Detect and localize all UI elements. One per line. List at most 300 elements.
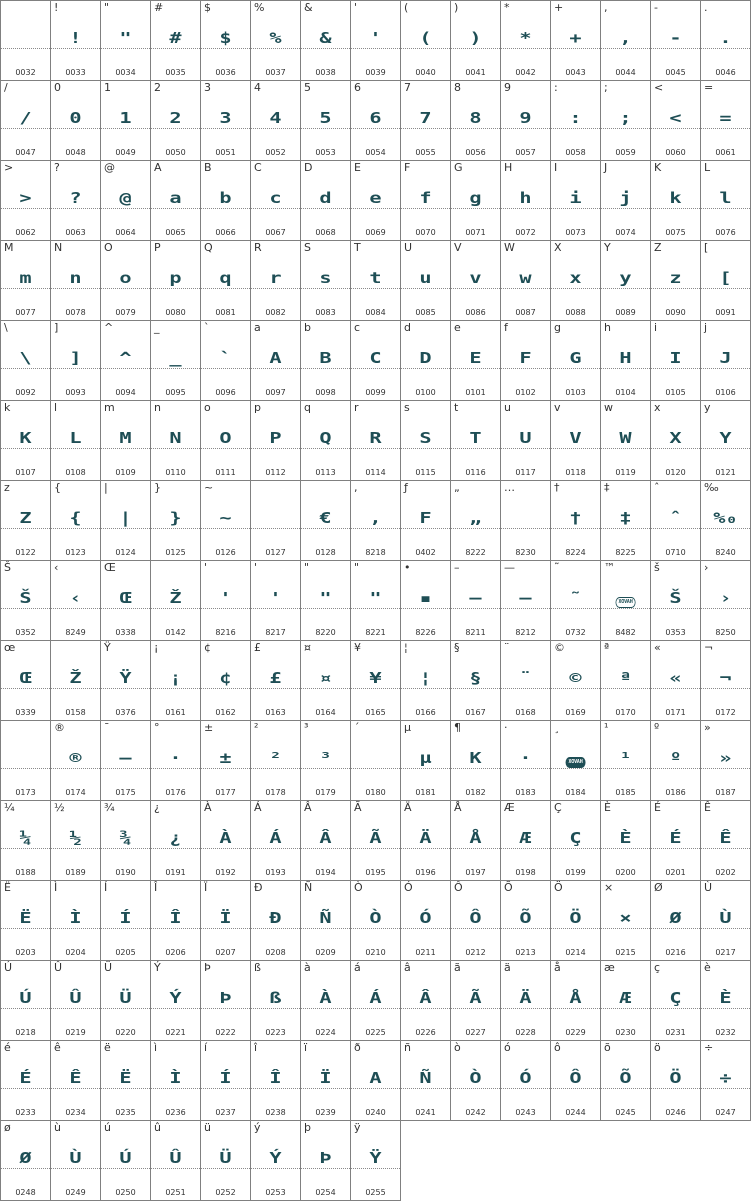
- glyph-cell[interactable]: [501, 721, 551, 801]
- baseline-guide: [1, 608, 50, 609]
- glyph-cell[interactable]: [51, 321, 101, 401]
- glyph-cell[interactable]: [551, 1, 601, 81]
- glyph-sample: l: [719, 189, 732, 207]
- glyph-cell[interactable]: [401, 801, 451, 881]
- glyph-cell[interactable]: [551, 321, 601, 401]
- glyph-code-label: 0048: [65, 148, 86, 157]
- glyph-cell[interactable]: [501, 161, 551, 241]
- glyph-code-label: 0081: [215, 308, 236, 317]
- glyph-cell[interactable]: [651, 321, 701, 401]
- glyph-sample: ": [119, 29, 132, 47]
- glyph-cell[interactable]: [51, 401, 101, 481]
- glyph-cell[interactable]: [251, 161, 301, 241]
- glyph-cell[interactable]: [401, 721, 451, 801]
- glyph-cell[interactable]: [501, 241, 551, 321]
- glyph-cell[interactable]: [501, 561, 551, 641]
- baseline-guide: [451, 1008, 500, 1009]
- glyph-cell[interactable]: [351, 961, 401, 1041]
- glyph-cell[interactable]: [651, 401, 701, 481]
- glyph-cell[interactable]: [201, 961, 251, 1041]
- glyph-cell[interactable]: [51, 801, 101, 881]
- glyph-cell[interactable]: [351, 641, 401, 721]
- glyph-cell[interactable]: [451, 801, 501, 881]
- glyph-cell[interactable]: [101, 321, 151, 401]
- glyph-cell[interactable]: [351, 881, 401, 961]
- glyph-cell[interactable]: [501, 321, 551, 401]
- glyph-cell[interactable]: [301, 641, 351, 721]
- glyph-cell[interactable]: [151, 161, 201, 241]
- baseline-guide: [551, 608, 600, 609]
- glyph-cell[interactable]: [501, 401, 551, 481]
- glyph-code-label: 0117: [515, 468, 536, 477]
- glyph-cell[interactable]: [701, 881, 751, 961]
- glyph-cell[interactable]: [701, 81, 751, 161]
- glyph-cell[interactable]: [551, 801, 601, 881]
- glyph-cell[interactable]: [551, 881, 601, 961]
- glyph-cell[interactable]: [201, 801, 251, 881]
- glyph-cell[interactable]: [201, 881, 251, 961]
- glyph-sample: Ö: [569, 909, 582, 927]
- glyph-cell[interactable]: [251, 401, 301, 481]
- glyph-cell[interactable]: [201, 721, 251, 801]
- glyph-cell[interactable]: [51, 81, 101, 161]
- glyph-cell[interactable]: [201, 1, 251, 81]
- glyph-cell[interactable]: [651, 801, 701, 881]
- glyph-sample: `: [219, 349, 232, 367]
- glyph-sample: ¬: [719, 669, 732, 687]
- glyph-cell[interactable]: [401, 1041, 451, 1121]
- glyph-code-label: 0095: [165, 388, 186, 397]
- glyph-cell[interactable]: [701, 481, 751, 561]
- glyph-cell[interactable]: [101, 161, 151, 241]
- glyph-cell[interactable]: [351, 1121, 401, 1201]
- glyph-cell[interactable]: [1, 401, 51, 481]
- glyph-cell[interactable]: [701, 321, 751, 401]
- glyph-code-label: 0227: [465, 1028, 486, 1037]
- glyph-cell[interactable]: [151, 481, 201, 561]
- baseline-guide: [451, 208, 500, 209]
- glyph-cell[interactable]: [601, 881, 651, 961]
- glyph-char-label: Ö: [554, 881, 563, 894]
- glyph-cell[interactable]: [251, 721, 301, 801]
- glyph-cell[interactable]: [201, 1041, 251, 1121]
- glyph-cell[interactable]: [601, 1, 651, 81]
- glyph-cell[interactable]: [651, 881, 701, 961]
- glyph-code-label: 0196: [415, 868, 436, 877]
- glyph-cell[interactable]: [651, 961, 701, 1041]
- glyph-char-label: Î: [154, 881, 158, 894]
- glyph-char-label: ·: [504, 721, 508, 734]
- glyph-cell[interactable]: [101, 641, 151, 721]
- glyph-cell[interactable]: [651, 721, 701, 801]
- glyph-cell[interactable]: [651, 161, 701, 241]
- glyph-code-label: 0232: [715, 1028, 736, 1037]
- baseline-guide: [651, 288, 700, 289]
- glyph-char-label: ï: [304, 1041, 308, 1054]
- glyph-cell[interactable]: [51, 241, 101, 321]
- glyph-cell[interactable]: [351, 721, 401, 801]
- glyph-cell[interactable]: [201, 81, 251, 161]
- glyph-char-label: k: [4, 401, 11, 414]
- baseline-guide: [701, 688, 750, 689]
- baseline-guide: [1, 448, 50, 449]
- glyph-cell[interactable]: [701, 961, 751, 1041]
- glyph-code-label: 8250: [715, 628, 736, 637]
- glyph-cell[interactable]: [201, 1121, 251, 1201]
- glyph-char-label: p: [254, 401, 261, 414]
- glyph-sample: Í: [119, 909, 132, 927]
- glyph-cell[interactable]: [701, 561, 751, 641]
- glyph-cell[interactable]: [701, 1, 751, 81]
- glyph-cell[interactable]: [301, 481, 351, 561]
- baseline-guide: [51, 688, 100, 689]
- glyph-cell[interactable]: [151, 1, 201, 81]
- glyph-cell[interactable]: [251, 81, 301, 161]
- glyph-cell[interactable]: [101, 801, 151, 881]
- glyph-cell[interactable]: [301, 961, 351, 1041]
- glyph-cell[interactable]: [701, 241, 751, 321]
- glyph-cell[interactable]: [451, 961, 501, 1041]
- glyph-cell[interactable]: [351, 81, 401, 161]
- glyph-cell[interactable]: [401, 241, 451, 321]
- glyph-code-label: 0376: [115, 708, 136, 717]
- glyph-cell[interactable]: [601, 241, 651, 321]
- glyph-cell[interactable]: [151, 321, 201, 401]
- glyph-cell[interactable]: [501, 81, 551, 161]
- glyph-cell[interactable]: [201, 561, 251, 641]
- glyph-cell[interactable]: [301, 241, 351, 321]
- glyph-cell[interactable]: [301, 881, 351, 961]
- glyph-cell[interactable]: [151, 881, 201, 961]
- glyph-cell[interactable]: [201, 161, 251, 241]
- glyph-cell[interactable]: [251, 561, 301, 641]
- baseline-guide: [251, 1088, 300, 1089]
- glyph-cell[interactable]: [1, 561, 51, 641]
- glyph-cell[interactable]: [401, 881, 451, 961]
- glyph-cell[interactable]: [601, 801, 651, 881]
- glyph-sample: À: [319, 989, 332, 1007]
- glyph-cell[interactable]: [51, 561, 101, 641]
- glyph-cell[interactable]: [451, 881, 501, 961]
- glyph-cell[interactable]: [551, 161, 601, 241]
- glyph-cell[interactable]: [651, 1041, 701, 1121]
- baseline-guide: [51, 448, 100, 449]
- glyph-cell[interactable]: [351, 161, 401, 241]
- baseline-guide: [601, 1088, 650, 1089]
- glyph-cell[interactable]: [251, 1041, 301, 1121]
- glyph-cell[interactable]: [701, 161, 751, 241]
- glyph-char-label: ý: [254, 1121, 261, 1134]
- glyph-sample: Ž: [69, 669, 82, 687]
- glyph-cell[interactable]: [51, 961, 101, 1041]
- baseline-guide: [651, 128, 700, 129]
- glyph-char-label: Œ: [104, 561, 116, 574]
- glyph-cell[interactable]: [251, 961, 301, 1041]
- glyph-code-label: 0244: [565, 1108, 586, 1117]
- glyph-cell[interactable]: [1, 801, 51, 881]
- glyph-cell[interactable]: [101, 881, 151, 961]
- glyph-cell[interactable]: [1, 321, 51, 401]
- glyph-cell[interactable]: [501, 641, 551, 721]
- glyph-code-label: 0125: [165, 548, 186, 557]
- glyph-cell[interactable]: [1, 1121, 51, 1201]
- glyph-cell[interactable]: [301, 1121, 351, 1201]
- glyph-cell[interactable]: [101, 1, 151, 81]
- glyph-cell[interactable]: [251, 241, 301, 321]
- glyph-cell[interactable]: [401, 961, 451, 1041]
- glyph-cell[interactable]: [601, 641, 651, 721]
- glyph-cell[interactable]: [351, 241, 401, 321]
- glyph-cell[interactable]: [601, 401, 651, 481]
- glyph-cell[interactable]: [501, 481, 551, 561]
- glyph-cell[interactable]: [1, 481, 51, 561]
- glyph-cell[interactable]: [401, 401, 451, 481]
- glyph-cell[interactable]: [1, 881, 51, 961]
- glyph-cell[interactable]: [301, 401, 351, 481]
- glyph-char-label: ,: [354, 481, 358, 494]
- glyph-char-label: ™: [604, 561, 615, 574]
- glyph-char-label: è: [704, 961, 711, 974]
- glyph-cell[interactable]: [651, 481, 701, 561]
- glyph-cell[interactable]: [451, 161, 501, 241]
- glyph-cell[interactable]: [1, 1, 51, 81]
- glyph-cell[interactable]: [151, 401, 201, 481]
- glyph-cell[interactable]: [151, 241, 201, 321]
- glyph-cell[interactable]: [101, 721, 151, 801]
- glyph-cell[interactable]: [51, 1121, 101, 1201]
- glyph-cell[interactable]: [201, 321, 251, 401]
- glyph-cell[interactable]: [101, 561, 151, 641]
- glyph-cell[interactable]: [451, 401, 501, 481]
- glyph-cell[interactable]: [301, 1041, 351, 1121]
- glyph-cell[interactable]: [201, 241, 251, 321]
- glyph-cell[interactable]: [151, 561, 201, 641]
- glyph-cell[interactable]: [151, 961, 201, 1041]
- glyph-cell[interactable]: [251, 641, 301, 721]
- glyph-sample: k: [669, 189, 682, 207]
- glyph-cell[interactable]: [51, 481, 101, 561]
- glyph-cell[interactable]: [151, 801, 201, 881]
- glyph-cell[interactable]: [651, 561, 701, 641]
- baseline-guide: [451, 1088, 500, 1089]
- glyph-cell[interactable]: [251, 481, 301, 561]
- glyph-cell[interactable]: [151, 81, 201, 161]
- glyph-cell[interactable]: [251, 321, 301, 401]
- glyph-sample: Ò: [469, 1069, 482, 1087]
- glyph-cell[interactable]: [301, 1, 351, 81]
- glyph-cell[interactable]: [1, 961, 51, 1041]
- glyph-cell[interactable]: [551, 561, 601, 641]
- glyph-cell[interactable]: [151, 641, 201, 721]
- glyph-cell[interactable]: [501, 801, 551, 881]
- baseline-guide: [701, 608, 750, 609]
- glyph-cell[interactable]: [351, 1, 401, 81]
- baseline-guide: [201, 768, 250, 769]
- glyph-cell[interactable]: [1, 161, 51, 241]
- glyph-cell[interactable]: [451, 241, 501, 321]
- baseline-guide: [351, 1088, 400, 1089]
- glyph-code-label: 0339: [15, 708, 36, 717]
- glyph-cell[interactable]: [351, 481, 401, 561]
- glyph-cell[interactable]: [401, 481, 451, 561]
- glyph-cell[interactable]: [101, 961, 151, 1041]
- glyph-cell[interactable]: [101, 1041, 151, 1121]
- glyph-cell[interactable]: [701, 1041, 751, 1121]
- glyph-cell[interactable]: [351, 401, 401, 481]
- glyph-cell[interactable]: [601, 321, 651, 401]
- glyph-cell[interactable]: [501, 881, 551, 961]
- glyph-cell[interactable]: [401, 641, 451, 721]
- glyph-cell[interactable]: [351, 801, 401, 881]
- glyph-cell[interactable]: [1, 641, 51, 721]
- glyph-cell[interactable]: [701, 641, 751, 721]
- glyph-cell[interactable]: [601, 481, 651, 561]
- glyph-cell[interactable]: [551, 1041, 601, 1121]
- glyph-cell[interactable]: [551, 401, 601, 481]
- glyph-sample: s: [319, 269, 332, 287]
- glyph-cell[interactable]: [501, 961, 551, 1041]
- glyph-cell[interactable]: [1, 241, 51, 321]
- glyph-cell[interactable]: [101, 81, 151, 161]
- glyph-cell[interactable]: [301, 321, 351, 401]
- glyph-code-label: 0103: [565, 388, 586, 397]
- glyph-cell[interactable]: [601, 1041, 651, 1121]
- glyph-cell[interactable]: [551, 961, 601, 1041]
- glyph-cell[interactable]: [601, 721, 651, 801]
- glyph-cell[interactable]: [651, 241, 701, 321]
- glyph-cell[interactable]: [401, 321, 451, 401]
- glyph-cell[interactable]: [151, 721, 201, 801]
- glyph-cell[interactable]: [51, 721, 101, 801]
- baseline-guide: [201, 528, 250, 529]
- glyph-char-label: …: [504, 481, 515, 494]
- glyph-cell[interactable]: [451, 561, 501, 641]
- glyph-cell[interactable]: [701, 401, 751, 481]
- baseline-guide: [551, 528, 600, 529]
- glyph-cell[interactable]: [701, 721, 751, 801]
- glyph-cell[interactable]: [201, 481, 251, 561]
- glyph-cell[interactable]: [251, 1121, 301, 1201]
- glyph-cell[interactable]: [351, 321, 401, 401]
- glyph-cell[interactable]: [301, 81, 351, 161]
- glyph-cell[interactable]: [501, 1041, 551, 1121]
- glyph-cell[interactable]: [601, 961, 651, 1041]
- glyph-sample: ;: [619, 109, 632, 127]
- glyph-cell[interactable]: [101, 481, 151, 561]
- baseline-guide: [201, 128, 250, 129]
- glyph-sample: —: [519, 589, 532, 607]
- glyph-cell[interactable]: [451, 481, 501, 561]
- baseline-guide: [701, 208, 750, 209]
- glyph-cell[interactable]: [251, 1, 301, 81]
- baseline-guide: [401, 528, 450, 529]
- glyph-cell[interactable]: [51, 161, 101, 241]
- glyph-sample: W: [619, 429, 632, 447]
- glyph-char-label: 2: [154, 81, 161, 94]
- glyph-cell[interactable]: [301, 161, 351, 241]
- glyph-cell[interactable]: [601, 561, 651, 641]
- glyph-cell[interactable]: [401, 561, 451, 641]
- glyph-char-label: Â: [304, 801, 312, 814]
- glyph-cell[interactable]: [1, 1041, 51, 1121]
- glyph-cell[interactable]: [701, 801, 751, 881]
- glyph-cell[interactable]: [451, 721, 501, 801]
- glyph-cell[interactable]: [601, 161, 651, 241]
- glyph-cell[interactable]: [601, 81, 651, 161]
- glyph-cell[interactable]: [451, 81, 501, 161]
- glyph-cell[interactable]: [101, 401, 151, 481]
- glyph-cell[interactable]: [551, 721, 601, 801]
- glyph-cell[interactable]: [451, 641, 501, 721]
- glyph-cell[interactable]: [1, 721, 51, 801]
- glyph-cell[interactable]: [251, 881, 301, 961]
- glyph-code-label: 8230: [515, 548, 536, 557]
- glyph-cell[interactable]: [451, 1, 501, 81]
- glyph-cell[interactable]: [151, 1121, 201, 1201]
- baseline-guide: [51, 768, 100, 769]
- glyph-code-label: 0161: [165, 708, 186, 717]
- glyph-char-label: &: [304, 1, 313, 14]
- glyph-char-label: –: [454, 561, 460, 574]
- glyph-cell[interactable]: [101, 241, 151, 321]
- glyph-cell[interactable]: [551, 81, 601, 161]
- glyph-cell[interactable]: [551, 641, 601, 721]
- glyph-cell[interactable]: [301, 721, 351, 801]
- glyph-code-label: 0247: [715, 1108, 736, 1117]
- glyph-cell[interactable]: [651, 81, 701, 161]
- glyph-cell[interactable]: [551, 481, 601, 561]
- glyph-cell[interactable]: [451, 321, 501, 401]
- glyph-cell[interactable]: [101, 1121, 151, 1201]
- glyph-cell[interactable]: [151, 1041, 201, 1121]
- glyph-char-label: 8: [454, 81, 461, 94]
- glyph-cell[interactable]: [551, 241, 601, 321]
- glyph-cell[interactable]: [401, 81, 451, 161]
- glyph-cell[interactable]: [501, 1, 551, 81]
- glyph-cell[interactable]: [51, 1041, 101, 1121]
- glyph-sample: ]: [69, 349, 82, 367]
- glyph-cell[interactable]: [351, 1041, 401, 1121]
- baseline-guide: [701, 768, 750, 769]
- glyph-cell[interactable]: [201, 401, 251, 481]
- glyph-cell[interactable]: [651, 1, 701, 81]
- glyph-cell[interactable]: [301, 561, 351, 641]
- glyph-cell[interactable]: [451, 1041, 501, 1121]
- baseline-guide: [101, 528, 150, 529]
- glyph-char-label: ú: [104, 1121, 111, 1134]
- glyph-code-label: 8212: [515, 628, 536, 637]
- glyph-cell[interactable]: [51, 1, 101, 81]
- baseline-guide: [601, 528, 650, 529]
- glyph-char-label: ¿: [154, 801, 160, 814]
- baseline-guide: [701, 528, 750, 529]
- glyph-sample: Ð: [269, 909, 282, 927]
- glyph-cell[interactable]: [351, 561, 401, 641]
- glyph-sample: ': [369, 29, 382, 47]
- glyph-code-label: 0183: [515, 788, 536, 797]
- glyph-cell[interactable]: [1, 81, 51, 161]
- glyph-cell[interactable]: [51, 641, 101, 721]
- glyph-cell[interactable]: [401, 161, 451, 241]
- glyph-cell[interactable]: [201, 641, 251, 721]
- glyph-sample: Ç: [569, 829, 582, 847]
- glyph-cell[interactable]: [651, 641, 701, 721]
- glyph-char-label: |: [104, 481, 108, 494]
- glyph-cell[interactable]: [401, 1, 451, 81]
- glyph-cell[interactable]: [251, 801, 301, 881]
- glyph-cell[interactable]: [51, 881, 101, 961]
- glyph-cell[interactable]: [301, 801, 351, 881]
